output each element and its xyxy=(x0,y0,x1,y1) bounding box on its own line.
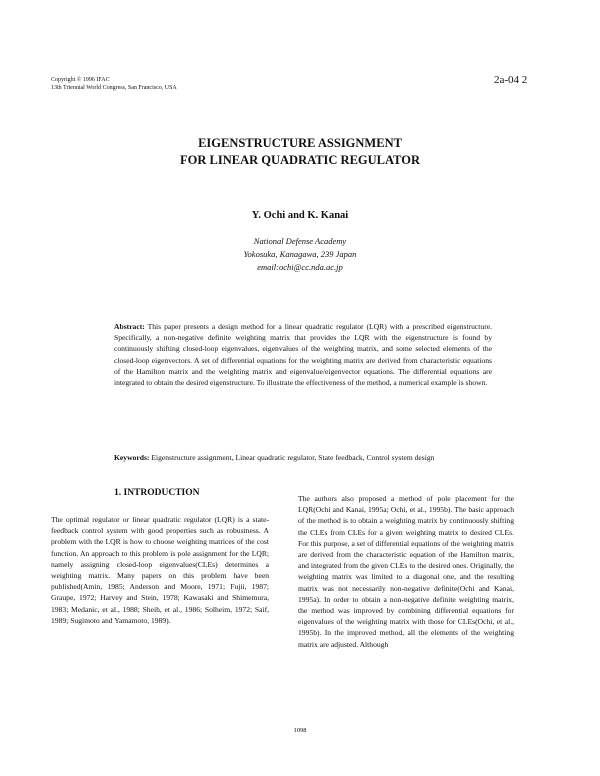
affiliation-address: Yokosuka, Kanagawa, 239 Japan xyxy=(243,249,357,259)
authors: Y. Ochi and K. Kanai xyxy=(251,210,349,221)
abstract-label: Abstract: xyxy=(114,322,145,331)
congress-line: 13th Triennial World Congress, San Francisco, USA xyxy=(51,85,177,91)
title-line-1: EIGENSTRUCTURE ASSIGNMENT xyxy=(198,136,402,150)
title-line-2: FOR LINEAR QUADRATIC REGULATOR xyxy=(180,153,420,167)
right-column xyxy=(298,493,514,650)
page-number: 1098 xyxy=(293,727,307,734)
keywords-label: Keywords: xyxy=(114,453,150,462)
intro-paragraph-1: The optimal regulator or linear quadratic regulator (LQR) is a state-feedback control system with good properties such as robustness. A problem with the LQR is how to choose weighting matrices of the cost function. An approach to this problem is pole assignment for the LQR; namely assigning closed-loop eigenvalues(CLEs) determines a weighting matrix. Many papers on this problem have been published(Amin, 1985; Anderson and Moore, 1971; Fujii, 1987; Graupe, 1972; Harvey and Stein, 1978; Kawasaki and Shimemura, 1983; Medanic, et al., 1988; Sheih, et al., 1986; Solheim, 1972; Saif, 1989; Sugimoto and Yamamoto, 1989). xyxy=(51,515,269,625)
keywords xyxy=(114,452,492,463)
header-info xyxy=(51,76,177,92)
keywords-text: Eigenstructure assignment, Linear quadratic regulator, State feedback, Control system design xyxy=(151,453,435,462)
affiliation-institution: National Defense Academy xyxy=(253,236,347,246)
paper-code: 2a-04 2 xyxy=(494,74,528,86)
section-heading: 1. INTRODUCTION xyxy=(114,488,200,498)
affiliation-email: email:ochi@cc.nda.ac.jp xyxy=(257,262,343,272)
left-column xyxy=(51,514,269,626)
copyright-line: Copyright © 1996 IFAC xyxy=(51,77,110,83)
abstract xyxy=(114,321,492,388)
abstract-text: This paper presents a design method for a linear quadratic regulator (LQR) with a prescribed eigenstructure. Specifically, a non-negative definite weighting matrix that provides the LQR with the eigenstructure is found by continuously shifting closed-loop eigenvalues, eigenvalues of the weighting matrix, and some selected elements of the closed-loop eigenvectors. A set of differential equations for the weighting matrix are derived from characteristic equations of the Hamilton matrix and the weighting matrix and eigenvalue/eigenvector equations. The differential equations are integrated to obtain the desired eigenstructure. To illustrate the effectiveness of the method, a numerical example is shown. xyxy=(114,322,492,388)
intro-paragraph-2: The authors also proposed a method of pole placement for the LQR(Ochi and Kanai, 1995a; Ochi, et al., 1995b). The basic approach of the method is to obtain a weighting matrix by continuously shifting the CLEs from CLEs for a given weighting matrix to desired CLEs. For this purpose, a set of differential equations of the weighting matrix are derived from the characteristic equation of the Hamilton matrix, and integrated from the given CLEs to the desired ones. Originally, the weighting matrix was limited to a diagonal one, and the resulting matrix was not necessarily non-negative definite(Ochi and Kanai, 1995a). In order to obtain a non-negative definite weighting matrix, the method was improved by combining differential equations for eigenvalues of the weighting matrix with those for CLEs(Ochi, et al., 1995b). In the improved method, all the elements of the weighting matrix are adjusted. Although xyxy=(298,494,514,649)
